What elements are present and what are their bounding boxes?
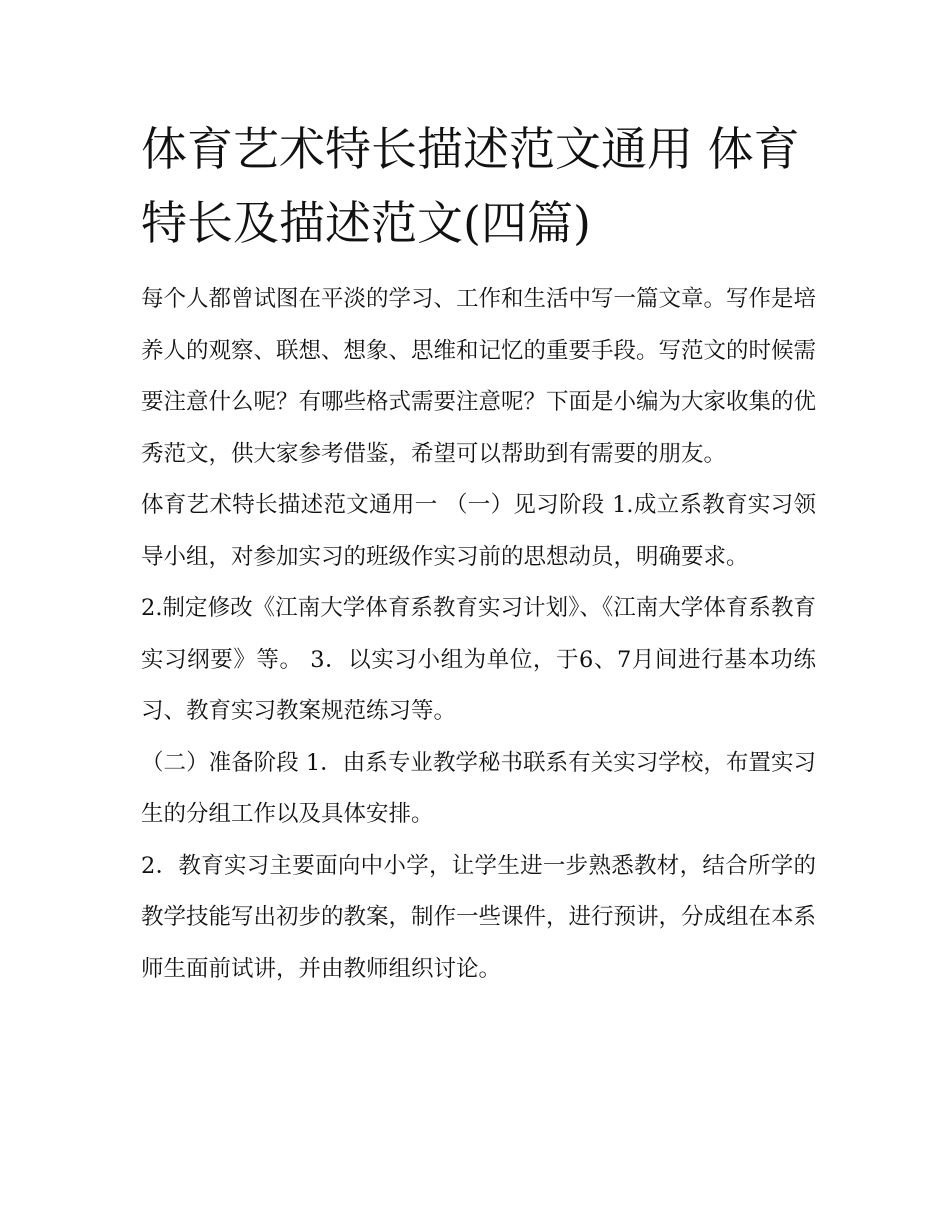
document-title: 体育艺术特长描述范文通用 体育特长及描述范文(四篇) — [141, 122, 800, 250]
paragraph-item-two: 2.制定修改《江南大学体育系教育实习计划》、《江南大学体育系教育实习纲要》等。 3．以实习小组为单位，于6、7月间进行基本功练习、教育实习教案规范练习等。 — [141, 595, 816, 724]
paragraph-section-one: 体育艺术特长描述范文通用一 （一）见习阶段 1.成立系教育实习领导小组，对参加实习的班级作实习前的思想动员，明确要求。 — [141, 492, 816, 570]
paragraph-intro: 每个人都曾试图在平淡的学习、工作和生活中写一篇文章。写作是培养人的观察、联想、想象、思维和记忆的重要手段。写范文的时候需要注意什么呢？有哪些格式需要注意呢？下面是小编为大家收集的优秀范文，供大家参考借鉴，希望可以帮助到有需要的朋友。 — [141, 286, 817, 467]
paragraph-teaching-practice: 2．教育实习主要面向中小学，让学生进一步熟悉教材，结合所学的教学技能写出初步的教案，制作一些课件，进行预讲，分成组在本系师生面前试讲，并由教师组织讨论。 — [141, 852, 817, 982]
document-body — [141, 112, 816, 995]
paragraph-preparation-stage: （二）准备阶段 1．由系专业教学秘书联系有关实习学校，布置实习生的分组工作以及具体安排。 — [141, 749, 816, 827]
